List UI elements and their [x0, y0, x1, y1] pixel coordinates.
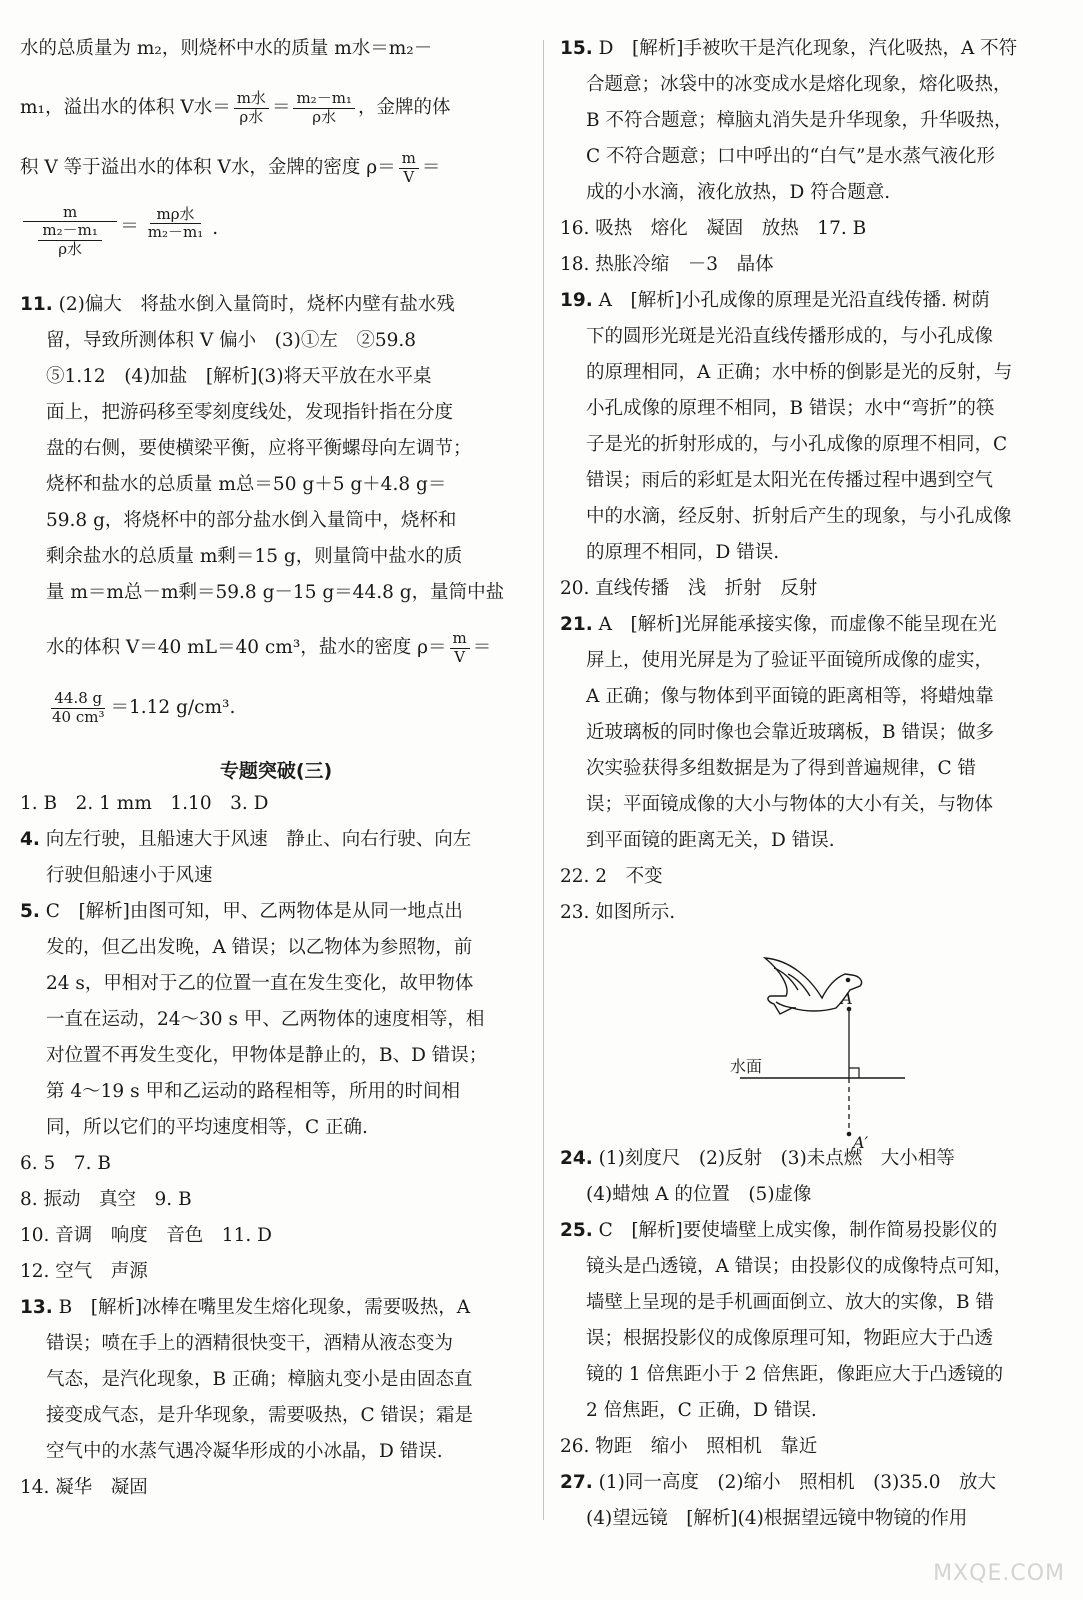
- text-line: 剩余盐水的总质量 m剩＝15 g，则量筒中盐水的质: [46, 546, 463, 567]
- text-line: (4)蜡烛 A 的位置 (5)虚像: [586, 1184, 812, 1205]
- text-line: ⑤1.12 (4)加盐 [解析](3)将天平放在水平桌: [46, 366, 432, 387]
- section-heading: 专题突破(三): [219, 760, 333, 782]
- question-24: 24. (1)刻度尺 (2)反射 (3)未点燃 大小相等: [560, 1148, 955, 1169]
- text-line: 成的小水滴，液化放热，D 符合题意.: [586, 182, 891, 203]
- answer-line: 10. 音调 响度 音色 11. D: [20, 1225, 272, 1246]
- text-line: 面上，把游码移至零刻度线处，发现指针指在分度: [46, 402, 454, 423]
- answer-line: 26. 物距 缩小 照相机 靠近: [560, 1436, 818, 1457]
- text-line: 错误；雨后的彩虹是太阳光在传播过程中遇到空气: [586, 470, 994, 491]
- fraction: $\frac{\text{m水}}{\text{ρ水}}$: [234, 90, 269, 126]
- answer-line: 14. 凝华 凝固: [20, 1477, 148, 1498]
- text-line: 第 4～19 s 甲和乙运动的路程相等，所用的时间相: [46, 1081, 460, 1102]
- question-11: 11. (2)偏大 将盐水倒入量筒时，烧杯内壁有盐水残: [20, 294, 455, 315]
- text-line: 下的圆形光斑是光沿直线传播形成的，与小孔成像: [586, 326, 994, 347]
- question-19: 19. A [解析]小孔成像的原理是光沿直线传播. 树荫: [560, 290, 990, 311]
- text-line: 合题意；冰袋中的冰变成水是熔化现象，熔化吸热，: [586, 74, 1012, 95]
- answer-line: 20. 直线传播 浅 折射 反射: [560, 578, 818, 599]
- formula-line: $\frac{44.8 g}{\text{40 cm³}}$ ＝1.12 g/cm³.: [20, 678, 532, 738]
- reflection-diagram: [560, 938, 1065, 1148]
- question-4: 4. 向左行驶，且船速大于风速 静止、向右行驶、向左: [20, 829, 472, 850]
- label-a-prime: A′: [853, 1133, 869, 1148]
- right-angle-mark: [849, 1068, 859, 1078]
- answer-line: 12. 空气 声源: [20, 1261, 148, 1282]
- nested-fraction: m m₂－m₁ ρ水: [23, 204, 117, 258]
- text-line: 对位置不再发生变化，甲物体是静止的，B、D 错误；: [46, 1045, 488, 1066]
- text-line: 近玻璃板的同时像也会靠近玻璃板，B 错误；做多: [586, 722, 994, 743]
- text-line: 行驶但船速小于风速: [46, 865, 213, 886]
- question-25: 25. C [解析]要使墙壁上成实像，制作简易投影仪的: [560, 1220, 998, 1241]
- answer-line: 6. 5 7. B: [20, 1153, 111, 1174]
- text-line: 发的，但乙出发晚，A 错误；以乙物体为参照物，前: [46, 937, 473, 958]
- formula-line: 水的体积 V＝40 mL＝40 cm³，盐水的密度 ρ＝ $\frac{m}{V}$ ＝: [46, 629, 492, 666]
- text-line: 镜的 1 倍焦距小于 2 倍焦距，像距应大于凸透镜的: [586, 1364, 1004, 1385]
- text-line: 空气中的水蒸气遇冷凝华形成的小冰晶，D 错误.: [46, 1441, 443, 1462]
- text-line: (4)望远镜 [解析](4)根据望远镜中物镜的作用: [586, 1508, 968, 1529]
- formula-line: 积 V 等于溢出水的体积 V水，金牌的密度 ρ＝ $\frac{m}{V}$ ＝: [20, 149, 441, 186]
- text-line: B 不符合题意；樟脑丸消失是升华现象，升华吸热，: [586, 110, 1013, 131]
- text-line: 水的总质量为 m₂，则烧杯中水的质量 m水＝m₂－: [20, 38, 433, 59]
- text-line: 中的水滴，经反射、折射后产生的现象，与小孔成像: [586, 506, 1012, 527]
- text-line: 错误；喷在手上的酒精很快变干，酒精从液态变为: [46, 1333, 454, 1354]
- watermark: MXQE.COM: [933, 1561, 1065, 1586]
- question-21: 21. A [解析]光屏能承接实像，而虚像不能呈现在光: [560, 614, 997, 635]
- question-13: 13. B [解析]冰棒在嘴里发生熔化现象，需要吸热，A: [20, 1297, 471, 1318]
- text-line: 接变成气态，是升华现象，需要吸热，C 错误；霜是: [46, 1405, 474, 1426]
- text-line: 到平面镜的距离无关，D 错误.: [586, 830, 835, 851]
- text-line: 盘的右侧，要使横梁平衡，应将平衡螺母向左调节；: [46, 438, 472, 459]
- fraction: $\frac{44.8 g}{\text{40 cm³}}$: [52, 689, 105, 726]
- text-line: 次实验获得多组数据是为了得到普遍规律，C 错: [586, 758, 977, 779]
- answer-line: 16. 吸热 熔化 凝固 放热 17. B: [560, 218, 867, 239]
- formula-line: m₁，溢出水的体积 V水＝ $\frac{\text{m水}}{\text{ρ水}}$ ＝ $\frac{\text{m₂－m₁}}{\text{ρ水}}$ ，金牌的体: [20, 89, 451, 126]
- fraction: $\frac{\text{m₂－m₁}}{\text{ρ水}}$: [293, 90, 354, 126]
- text-line: 误；平面镜成像的大小与物体的大小有关，与物体: [586, 794, 994, 815]
- text-line: 误；根据投影仪的成像原理可知，物距应大于凸透: [586, 1328, 994, 1349]
- text-line: 墙壁上呈现的是手机画面倒立、放大的实像，B 错: [586, 1292, 994, 1313]
- answer-line: 18. 热胀冷缩 －3 晶体: [560, 254, 774, 275]
- fraction: $\frac{m}{V}$: [450, 630, 470, 666]
- question-15: 15. D [解析]手被吹干是汽化现象，汽化吸热，A 不符: [560, 38, 1018, 59]
- right-column: [560, 38, 1065, 1544]
- fraction: $\frac{m}{V}$: [399, 150, 419, 186]
- fraction: $\frac{\text{mρ水}}{\text{m₂－m₁}}$: [147, 205, 204, 242]
- text-line: 一直在运动，24～30 s 甲、乙两物体的速度相等，相: [46, 1009, 485, 1030]
- text-line: C 不符合题意；口中呼出的“白气”是水蒸气液化形: [586, 146, 995, 167]
- text-line: 同，所以它们的平均速度相等，C 正确.: [46, 1117, 368, 1138]
- formula-line: m m₂－m₁ ρ水 ＝ $\frac{\text{mρ水}}{\text{m₂－m₁}}$ .: [20, 198, 532, 294]
- answer-line: 1. B 2. 1 mm 1.10 3. D: [20, 793, 269, 814]
- text-line: 屏上，使用光屏是为了验证平面镜所成像的虚实，: [586, 650, 994, 671]
- left-column: [20, 38, 532, 1513]
- text-line: 子是光的折射形成的，与小孔成像的原理不相同，C: [586, 434, 1008, 455]
- column-divider: [543, 40, 544, 1520]
- answer-line: 8. 振动 真空 9. B: [20, 1189, 192, 1210]
- text-line: 小孔成像的原理不相同，B 错误；水中“弯折”的筷: [586, 398, 995, 419]
- text-line: 留，导致所测体积 V 偏小 (3)①左 ②59.8: [46, 330, 417, 351]
- text-line: 2 倍焦距，C 正确，D 错误.: [586, 1400, 817, 1421]
- text-line: 59.8 g，将烧杯中的部分盐水倒入量筒中，烧杯和: [46, 510, 457, 531]
- text-line: 24 s，甲相对于乙的位置一直在发生变化，故甲物体: [46, 973, 474, 994]
- text-line: 量 m＝m总－m剩＝59.8 g－15 g＝44.8 g，量筒中盐: [46, 582, 505, 603]
- answer-line: 22. 2 不变: [560, 866, 663, 887]
- label-water-surface: 水面: [730, 1057, 763, 1076]
- question-5: 5. C [解析]由图可知，甲、乙两物体是从同一地点出: [20, 901, 463, 922]
- point-a-prime: [847, 1132, 852, 1137]
- answer-line: 23. 如图所示.: [560, 902, 676, 923]
- text-line: 烧杯和盐水的总质量 m总＝50 g＋5 g＋4.8 g＝: [46, 474, 447, 495]
- reflection-figure: [560, 938, 1065, 1148]
- text-line: A 正确；像与物体到平面镜的距离相等，将蜡烛靠: [586, 686, 994, 707]
- text-line: 气态，是汽化现象，B 正确；樟脑丸变小是由固态直: [46, 1369, 473, 1390]
- label-a: A: [841, 989, 853, 1008]
- text-line: 的原理不相同，D 错误.: [586, 542, 780, 563]
- question-27: 27. (1)同一高度 (2)缩小 照相机 (3)35.0 放大: [560, 1472, 996, 1493]
- text-line: 镜头是凸透镜，A 错误；由投影仪的成像特点可知，: [586, 1256, 1013, 1277]
- text-line: 的原理相同，A 正确；水中桥的倒影是光的反射，与: [586, 362, 1013, 383]
